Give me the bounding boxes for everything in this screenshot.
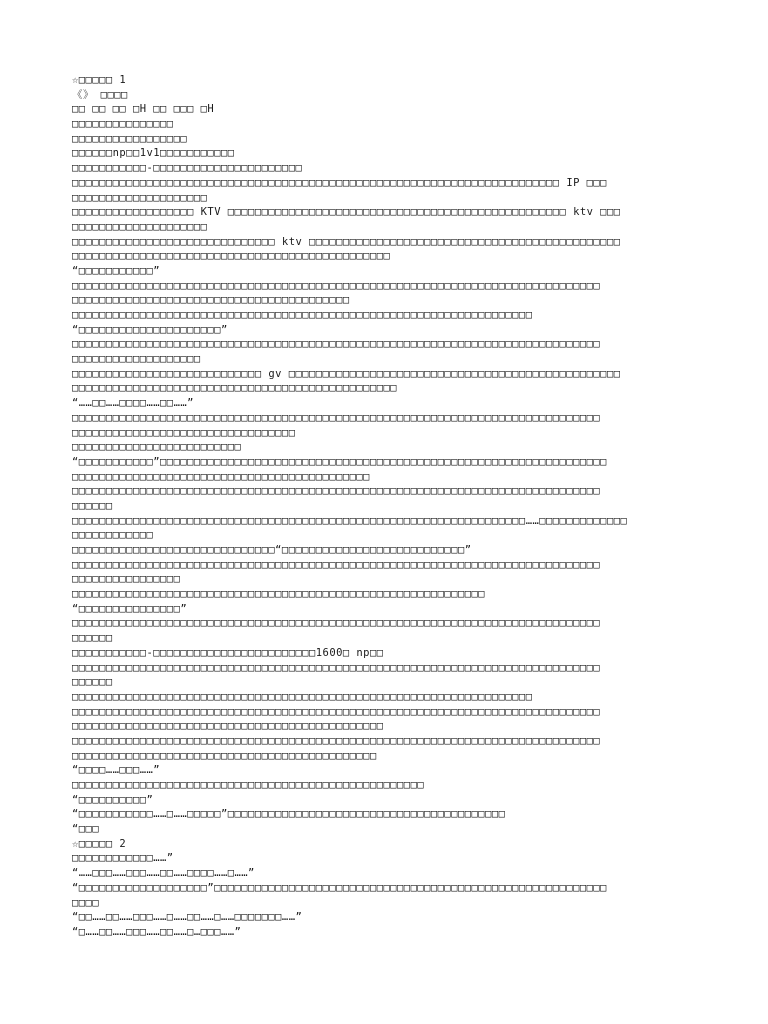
text-line: □□□□□□□□□□□□□□□□□□□□□□□□□□□□□□□□□□□□□□□□□□□□□ — [72, 749, 377, 762]
text-line: “□□□ — [72, 823, 100, 836]
text-line: □□□□□□□□□□□□□□□□□□□□□□□□□□□□□□□□□□□□□□□□□□□□□□□□□□□□□□□□□□□□□□□□□□□□□□□□ IP □□□ — [72, 176, 607, 189]
text-line: □□□□□□ — [72, 499, 113, 512]
text-line: □□□□□□□□□□□□□□□□□□□□□□□□□□□□□□□□□□□□□□□□□□□□□□□□□□□□□□□□□□□□□□□□□□□□□□□□□□□□□□ — [72, 338, 601, 351]
text-line: □□□□□□□□□□□□ — [72, 529, 154, 542]
text-line: “□□□□……□□□……” — [72, 764, 161, 777]
text-line: □□□□□□□□□□□□□□□□□□□□□□□□□□□□□□□□□□□□□□□□□□□□□□□□□□□□□□□□□□□□□□□□□□□□□□□□□□□□□□ — [72, 485, 601, 498]
text-line: □□□□□□□□□□□□□□□□□□□□□□□□□□□□□□□□□□□□□□□□□ — [72, 294, 350, 307]
text-line: □□□□□□□□□□□□□□□□□□□□□□□□□□□□□□□□□ — [72, 426, 296, 439]
text-line: □□□□ — [72, 896, 100, 909]
text-line: □□□□□□□□□□□□□□□□□□□□□□□□□□□□□□□□□□□□□□□□□□□□□□ — [72, 720, 384, 733]
text-line: □□□□□□□□□□□□□□□□□□□□□□□□□□□□ gv □□□□□□□□□□□□□□□□□□□□□□□□□□□□□□□□□□□□□□□□□□□□□□□□□ — [72, 367, 621, 380]
text-line: □□□□□□□□□□□□□□□□□□□□ — [72, 220, 208, 233]
text-line: “□□□□□□□□□□□□□□□” — [72, 602, 188, 615]
text-line: “□□……□□……□□□……□……□□……□……□□□□□□□……” — [72, 911, 303, 924]
text-line: □□□□□□np□□1v1□□□□□□□□□□□ — [72, 147, 235, 160]
text-line: □□□□□□□□□□□□□□□□□□□□□□□□□ — [72, 441, 242, 454]
text-line: □□□□□□□□□□□□□□□□□□□□□□□□□□□□□□□□□□□□□□□□□□□□□□□□□□□□□□□□□□□□□□□□□□□□ — [72, 690, 533, 703]
text-line: □□□□□□□□□□□□□□□□□□□□□□□□□□□□□□□□□□□□□□□□□□□□□□□□□□□□□□□□□□□□□□□□□□□□□□□□□□□□□□ — [72, 411, 601, 424]
text-line: □□□□□□□□□□□□□□□□□□□□□□□□□□□□□□□□□□□□□□□□□□□□□□□□□□□□□□□□□□□□□□□□□□□□□□□□□□□□□□ — [72, 705, 601, 718]
text-line: □□□□□□□□□□□-□□□□□□□□□□□□□□□□□□□□□□ — [72, 162, 303, 175]
text-line: □□□□□□□□□□□□□□□□□□□□□□□□□□□□□□ ktv □□□□□□□□□□□□□□□□□□□□□□□□□□□□□□□□□□□□□□□□□□□□□□ — [72, 235, 621, 248]
text-line: □□□□□□□□□□□□□□□□□□□□□□□□□□□□□□□□□□□□□□□□□□□□□□□□□□□□□□□□□□□□□□□□□□□□□□□□□□□□□□ — [72, 558, 601, 571]
text-line: □□□□□□ — [72, 632, 113, 645]
text-line: □□ □□ □□ □H □□ □□□ □H — [72, 103, 215, 116]
document-body — [72, 73, 704, 940]
text-line: □□□□□□□□□□□□□□□□□□□□□□□□□□□□□□□□□□□□□□□□□□□□□□□□□□□□ — [72, 779, 425, 791]
text-line: □□□□□□□□□□□□□□□□□□□□ — [72, 191, 208, 204]
text-line: “□□□□□□□□□□□……□……□□□□□”□□□□□□□□□□□□□□□□□□□□□□□□□□□□□□□□□□□□□□□□□ — [72, 808, 506, 821]
text-line: □□□□□□□□□□□□□□□□□□□□□□□□□□□□□□□□□□□□□□□□□□□□□□□□□□□□□□□□□□□□□□□□□□□□□□□□□□□□□□ — [72, 734, 601, 747]
text-line: □□□□□□□□□□□□□□□□□□□□□□□□□□□□□□□□□□□□□□□□□□□□□□□□□□□□□□□□□□□□□□□□□□□□ — [72, 309, 533, 321]
text-line: □□□□□□□□□□□□□□□ — [72, 118, 174, 131]
text-line: “□……□□……□□□……□□……□…□□□……” — [72, 925, 242, 938]
text-line: □□□□□□□□□□□□□□□□□□□□□□□□□□□□□□“□□□□□□□□□□□□□□□□□□□□□□□□□□□” — [72, 544, 472, 556]
text-line: □□□□□□□□□□□□□□□□□ — [72, 132, 188, 145]
text-line: “□□□□□□□□□□□” — [72, 264, 161, 277]
text-line: “□□□□□□□□□□□□□□□□□□□□□” — [72, 323, 228, 336]
text-line: “□□□□□□□□□□” — [72, 793, 154, 806]
text-line: □□□□□□□□□□□□□□□□□□□□□□□□□□□□□□□□□□□□□□□□□□□□□□□□□□□□□□□□□□□□□□□□□□□……□□□□□□□□□□□□□ — [72, 514, 628, 527]
text-line: “□□□□□□□□□□□□□□□□□□□”□□□□□□□□□□□□□□□□□□□□□□□□□□□□□□□□□□□□□□□□□□□□□□□□□□□□□□□□□□ — [72, 881, 607, 894]
text-line: □□□□□□□□□□□□□□□□ — [72, 573, 181, 586]
text-line: □□□□□□□□□□□□□□□□□□□□□□□□□□□□□□□□□□□□□□□□□□□□□□□□□□□□□□□□□□□□□ — [72, 588, 486, 601]
text-line: □□□□□□□□□□□□□□□□□□□□□□□□□□□□□□□□□□□□□□□□□□□□□□□□□□□□□□□□□□□□□□□□□□□□□□□□□□□□□□ — [72, 617, 601, 630]
text-line: 《》 □□□□ — [72, 88, 128, 101]
text-line: □□□□□□□□□□□□□□□□□□□□□□□□□□□□□□□□□□□□□□□□□□□□□□□ — [72, 250, 391, 263]
chapter-heading: ☆□□□□□ 1 — [72, 74, 127, 86]
text-line: “……□□□……□□□……□□……□□□□……□……” — [72, 867, 255, 880]
text-line: □□□□□□□□□□□□□□□□□□□□□□□□□□□□□□□□□□□□□□□□□□□□ — [72, 470, 370, 483]
text-line: □□□□□□□□□□□□……” — [72, 852, 174, 865]
text-line: □□□□□□□□□□□□□□□□□□□□□□□□□□□□□□□□□□□□□□□□□□□□□□□□□□□□□□□□□□□□□□□□□□□□□□□□□□□□□□ — [72, 279, 601, 292]
text-line: □□□□□□□□□□□□□□□□□□ KTV □□□□□□□□□□□□□□□□□□□□□□□□□□□□□□□□□□□□□□□□□□□□□□□□□□ ktv □□□ — [72, 206, 621, 219]
text-line: “□□□□□□□□□□□”□□□□□□□□□□□□□□□□□□□□□□□□□□□□□□□□□□□□□□□□□□□□□□□□□□□□□□□□□□□□□□□□□□ — [72, 455, 607, 468]
text-line: □□□□□□□□□□□□□□□□□□□□□□□□□□□□□□□□□□□□□□□□□□□□□□□□ — [72, 382, 398, 395]
text-line: “……□□……□□□□……□□……” — [72, 397, 194, 410]
chapter-heading: ☆□□□□□ 2 — [72, 837, 127, 850]
text-line: □□□□□□□□□□□□□□□□□□□ — [72, 353, 201, 366]
text-line: □□□□□□□□□□□□□□□□□□□□□□□□□□□□□□□□□□□□□□□□□□□□□□□□□□□□□□□□□□□□□□□□□□□□□□□□□□□□□□ — [72, 661, 601, 674]
text-line: □□□□□□□□□□□-□□□□□□□□□□□□□□□□□□□□□□□□1600□ np□□ — [72, 646, 384, 659]
text-line: □□□□□□ — [72, 676, 113, 689]
